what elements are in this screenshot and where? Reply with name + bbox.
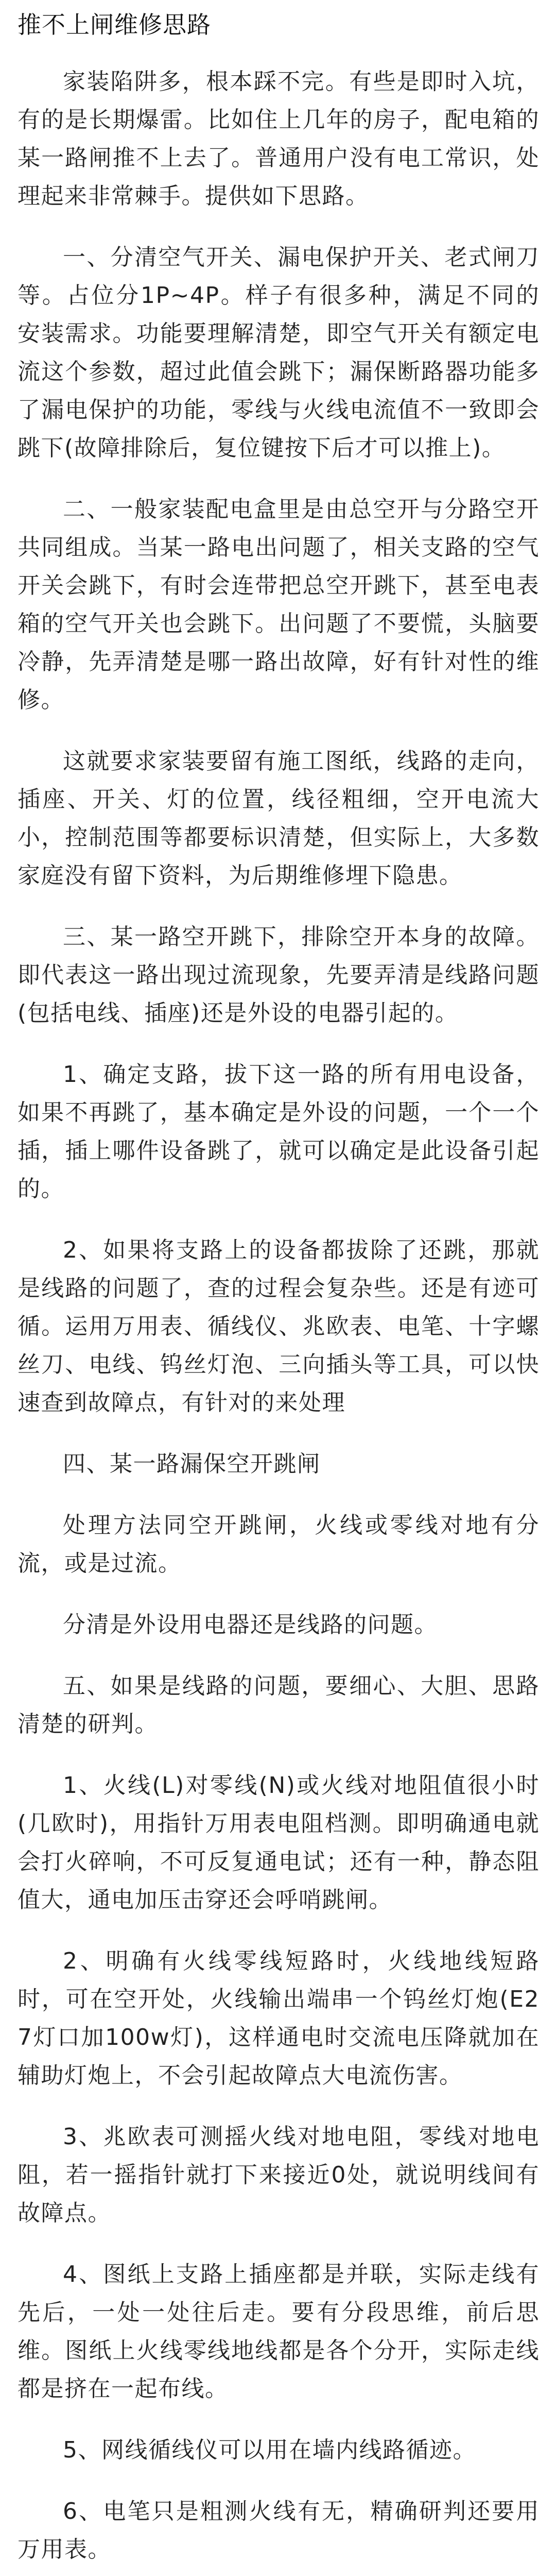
paragraph-intro: 家装陷阱多，根本踩不完。有些是即时入坑，有的是长期爆雷。比如住上几年的房子，配电箱的某一路闸推不上去了。普通用户没有电工常识，处理起来非常棘手。提供如下思路。 <box>18 69 540 209</box>
paragraph-section-4-distinguish: 分清是外设用电器还是线路的问题。 <box>63 1612 438 1638</box>
article-body <box>18 63 540 2576</box>
paragraph-section-3-step-2: 2、如果将支路上的设备都拔除了还跳，那就是线路的问题了，查的过程会复杂些。还是有迹可循。运用万用表、循线仪、兆欧表、电笔、十字螺丝刀、电线、钨丝灯泡、三向插头等工具，可以快速查到故障点，有针对的来处理 <box>18 1237 540 1416</box>
article-title: 推不上闸维修思路 <box>18 11 211 39</box>
paragraph-section-5-item-2: 2、明确有火线零线短路时，火线地线短路时，可在空开处，火线输出端串一个钨丝灯炮(E27灯口加100w灯)，这样通电时交流电压降就加在辅助灯炮上，不会引起故障点大电流伤害。 <box>18 1948 540 2089</box>
paragraph-section-5-item-1: 1、火线(L)对零线(N)或火线对地阻值很小时(几欧时)，用指针万用表电阻档测。即明确通电就会打火碎响，不可反复通电试；还有一种，静态阻值大，通电加压击穿还会呼哨跳闸。 <box>18 1772 540 1913</box>
paragraph-section-5-item-5: 5、网线循线仪可以用在墙内线路循迹。 <box>63 2437 476 2463</box>
paragraph-section-3-step-1: 1、确定支路，拔下这一路的所有用电设备，如果不再跳了，基本确定是外设的问题，一个一个插，插上哪件设备跳了，就可以确定是此设备引起的。 <box>18 1061 540 1202</box>
paragraph-section-5-item-4: 4、图纸上支路上插座都是并联，实际走线有先后，一处一处往后走。要有分段思维，前后思维。图纸上火线零线地线都是各个分开，实际走线都是挤在一起布线。 <box>18 2261 540 2402</box>
paragraph-section-5-item-6: 6、电笔只是粗测火线有无，精确研判还要用万用表。 <box>18 2498 540 2563</box>
paragraph-section-4-method: 处理方法同空开跳闸，火线或零线对地有分流，或是过流。 <box>18 1512 540 1577</box>
paragraph-section-2: 二、一般家装配电盒里是由总空开与分路空开共同组成。当某一路电出问题了，相关支路的空气开关会跳下，有时会连带把总空开跳下，甚至电表箱的空气开关也会跳下。出问题了不要慌，头脑要冷静，先弄清楚是哪一路出故障，好有针对性的维修。 <box>18 496 540 713</box>
paragraph-section-4: 四、某一路漏保空开跳闸 <box>63 1451 321 1477</box>
paragraph-section-5-item-3: 3、兆欧表可测摇火线对地电阻，零线对地电阻，若一摇指针就打下来接近0处，就说明线间有故障点。 <box>18 2124 540 2226</box>
paragraph-section-3: 三、某一路空开跳下，排除空开本身的故障。即代表这一路出现过流现象，先要弄清是线路问题(包括电线、插座)还是外设的电器引起的。 <box>18 924 540 1026</box>
paragraph-section-1: 一、分清空气开关、漏电保护开关、老式闸刀等。占位分1P~4P。样子有很多种，满足不同的安装需求。功能要理解清楚，即空气开关有额定电流这个参数，超过此值会跳下；漏保断路器功能多了漏电保护的功能，零线与火线电流值不一致即会跳下(故障排除后，复位键按下后才可以推上)。 <box>18 244 540 461</box>
paragraph-section-5: 五、如果是线路的问题，要细心、大胆、思路清楚的研判。 <box>18 1673 540 1737</box>
paragraph-section-2-note: 这就要求家装要留有施工图纸，线路的走向，插座、开关、灯的位置，线径粗细，空开电流大小，控制范围等都要标识清楚，但实际上，大多数家庭没有留下资料，为后期维修埋下隐患。 <box>18 748 540 889</box>
